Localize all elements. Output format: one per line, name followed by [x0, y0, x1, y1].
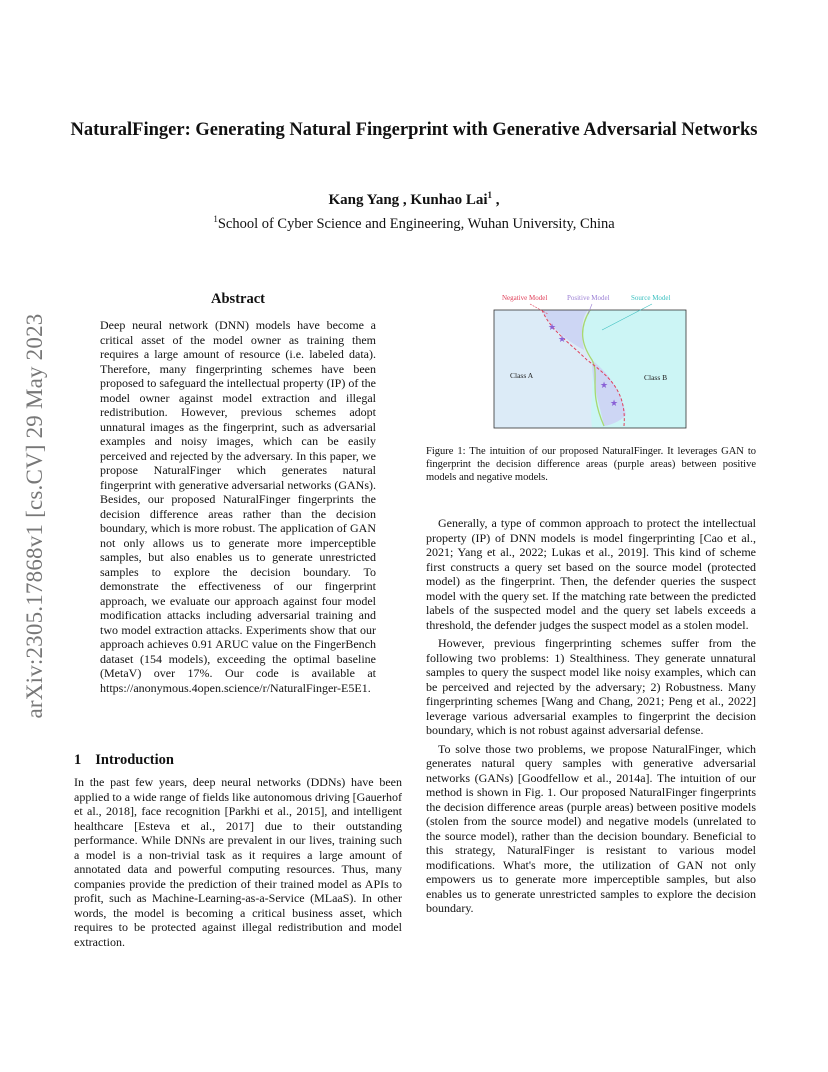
affil-marker: 1 — [213, 214, 218, 224]
figure-caption: Figure 1: The intuition of our proposed NaturalFinger. It leverages GAN to fingerprint the decision difference areas (purple areas) between positive models and negative models. — [426, 446, 756, 483]
abstract-heading: Abstract — [211, 291, 265, 307]
intro-right-column — [426, 516, 756, 920]
section-heading — [74, 752, 174, 769]
arxiv-identifier: arXiv:2305.17868v1 [cs.CV] 29 May 2023 — [22, 313, 47, 719]
paper-title: NaturalFinger: Generating Natural Fingerprint with Generative Adversarial Networks — [70, 120, 758, 140]
intro-paragraph: To solve those two problems, we propose NaturalFinger, which generates natural query samples with generative adversarial networks (GANs) [Goodfellow et al., 2014a]. The intuition of our method is shown in Fig. 1. Our proposed NaturalFinger fingerprints the decision difference areas (purple areas) between positive models (stolen from the source model) and negative models (unrelated to the source model), rather than the decision boundary. Beneficial to this strategy, NaturalFinger is resistant to various model modifications. What's more, the utilization of GAN not only empowers us to generate more imperceptible samples, but also enables us to generate unrestricted samples to explore the decision boundary. — [426, 741, 756, 915]
legend-negative: Negative Model — [502, 294, 548, 302]
label-class-a: Class A — [510, 371, 534, 380]
abstract-text: Deep neural network (DNN) models have become a critical asset of the model owner as training them requires a large amount of resource (i.e. labeled data). Therefore, many fingerprinting schemes have been proposed to safeguard the intellectual property (IP) of the model owner against model extraction and illegal redistribution. However, previous schemes adopt unnatural images as the fingerprint, such as adversarial examples and noisy images, which can be easily perceived and rejected by the adversary. In this paper, we propose NaturalFinger which generates natural fingerprint with generative adversarial networks (GANs). Besides, our proposed NaturalFinger fingerprints the decision difference areas rather than the decision boundary, which is more robust. The application of GAN not only allows us to generate more imperceptible samples, but also enables us to generate unrestricted samples to explore the decision boundary. To demonstrate the effectiveness of our fingerprint approach, we evaluate our approach against four model modification attacks including adversarial training and two model extraction attacks. Experiments show that our approach achieves 0.91 ARUC value on the FingerBench dataset (154 models), exceeding the optimal baseline (MetaV) over 17%. Our code is available at https://anonymous.4open.science/r/NaturalFinger-E5E1. — [100, 318, 376, 695]
figure-1 — [492, 290, 690, 430]
star-marker-3: ★ — [600, 380, 609, 390]
author-names: Kang Yang , Kunhao Lai — [328, 192, 488, 208]
label-class-b: Class B — [644, 373, 668, 382]
legend-source: Source Model — [631, 294, 671, 302]
star-marker-1: ★ — [548, 322, 557, 332]
arxiv-sidebar — [20, 276, 50, 756]
affiliation-text: School of Cyber Science and Engineering, Wuhan University, China — [217, 215, 615, 232]
section-title: Introduction — [95, 752, 174, 768]
affiliation — [0, 214, 828, 233]
legend-positive: Positive Model — [567, 294, 610, 302]
star-marker-2: ★ — [558, 334, 567, 344]
author-tail: , — [492, 192, 500, 208]
author-affil-marker: 1 — [487, 190, 493, 200]
intro-paragraph-left: In the past few years, deep neural networks (DDNs) have been applied to a wide range of fields like autonomous driving [Gauerhof et al., 2018], face recognition [Parkhi et al., 2015], and intelligent healthcare [Esteva et al., 2017] due to their outstanding performance. While DNNs are prevalent in our lives, training such a model is a non-trivial task as it requires a large amount of annotated data and powerful computing resources. Thus, many companies provide the prediction of their trained model as APIs to profit, such as Machine-Learning-as-a-Service (MLaaS). In other words, the model is becoming a critical business asset, which requires to be protected against illegal redistribution and model extraction. — [74, 775, 402, 949]
star-marker-4: ★ — [610, 398, 619, 408]
intro-paragraph: However, previous fingerprinting schemes suffer from the following two problems: 1) Stealthiness. They generate unnatural samples to query the suspect model like noisy examples, which can be perceived and rejected by the adversary; 2) Robustness. Many fingerprinting schemes [Wang and Chang, 2021; Peng et al., 2022] leverage various adversarial examples to fingerprint the decision boundary, which is not robust against adversarial defense. — [426, 636, 756, 737]
author-list — [0, 190, 828, 209]
section-number: 1 — [74, 752, 82, 768]
intro-paragraph: Generally, a type of common approach to protect the intellectual property (IP) of DNN models is model fingerprinting [Cao et al., 2021; Yang et al., 2022; Lukas et al., 2019]. This kind of scheme first constructs a query set based on the source model (protected model) as the fingerprint. Then, the defender queries the suspect model with the query set. If the matching rate between the predicted labels of the suspected model and the query set labels exceeds a threshold, the defender judges the suspect model as a stolen model. — [426, 516, 756, 632]
